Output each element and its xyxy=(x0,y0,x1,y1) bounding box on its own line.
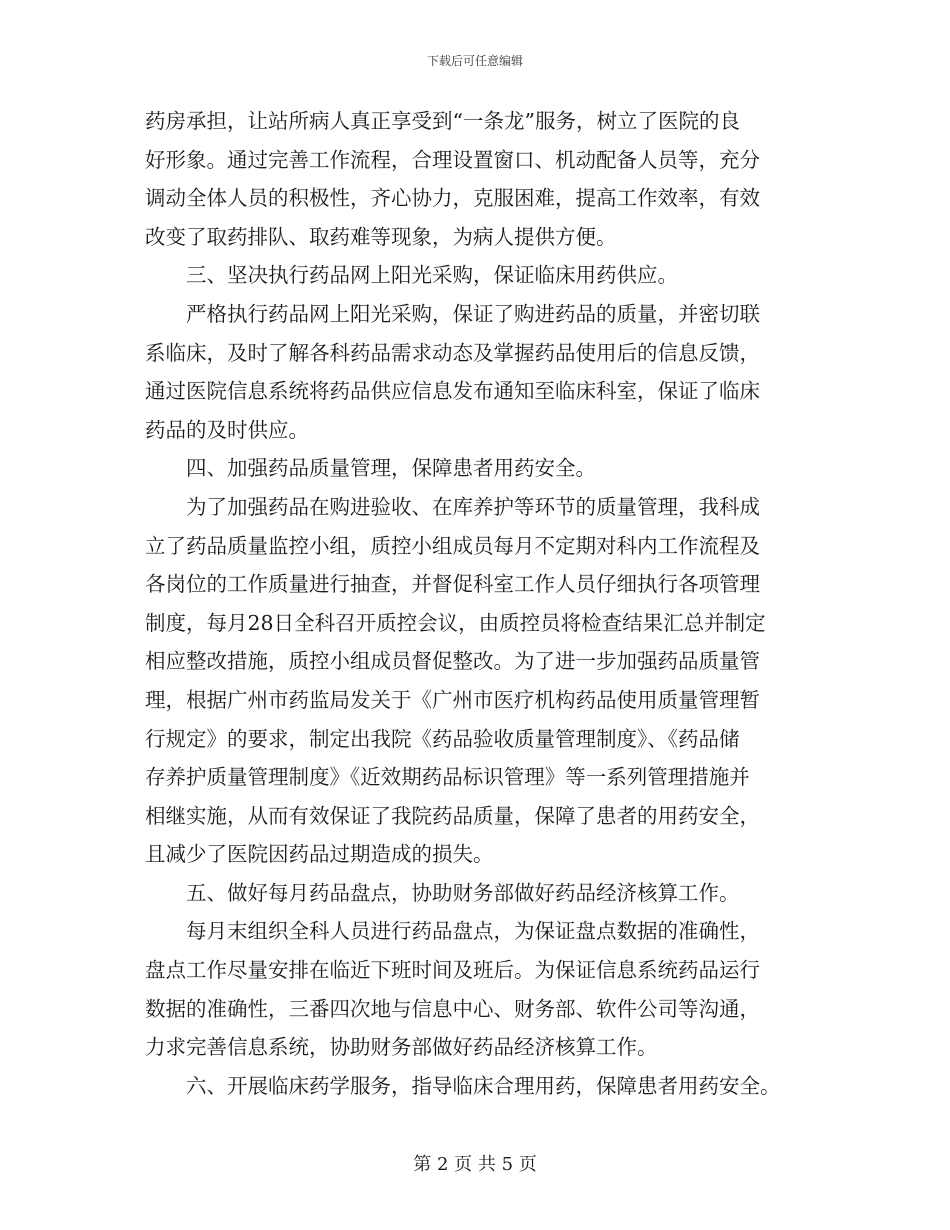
document-body xyxy=(145,102,815,1105)
text-line: 系临床，及时了解各科药品需求动态及掌握药品使用后的信息反馈， xyxy=(145,340,760,365)
text-line: 理，根据广州市药监局发关于《广州市医疗机构药品使用质量管理暂 xyxy=(145,687,760,712)
text-line: 行规定》的要求，制定出我院《药品验收质量管理制度》、《药品储 xyxy=(145,726,740,751)
text-line: 各岗位的工作质量进行抽查，并督促科室工作人员仔细执行各项管理 xyxy=(145,572,760,597)
section-heading-4: 四、加强药品质量管理，保障患者用药安全。 xyxy=(145,456,596,481)
text-line: 存养护质量管理制度》《近效期药品标识管理》等一系列管理措施并 xyxy=(145,765,750,790)
text-line: 数据的准确性，三番四次地与信息中心、财务部、软件公司等沟通， xyxy=(145,996,760,1021)
text-line: 相应整改措施，质控小组成员督促整改。为了进一步加强药品质量管 xyxy=(145,649,760,674)
text-line: 且减少了医院因药品过期造成的损失。 xyxy=(145,842,494,867)
text-line: 立了药品质量监控小组，质控小组成员每月不定期对科内工作流程及 xyxy=(145,533,760,558)
section-heading-3: 三、坚决执行药品网上阳光采购，保证临床用药供应。 xyxy=(145,263,678,288)
text-line: 好形象。通过完善工作流程，合理设置窗口、机动配备人员等，充分 xyxy=(145,147,760,172)
text-line: 药房承担，让站所病人真正享受到“一条龙”服务，树立了医院的良 xyxy=(145,109,740,133)
text-line: 每月末组织全科人员进行药品盘点，为保证盘点数据的准确性， xyxy=(145,919,760,944)
text-line: 盘点工作尽量安排在临近下班时间及班后。为保证信息系统药品运行 xyxy=(145,958,760,983)
page-number: 第 2 页 共 5 页 xyxy=(413,1154,537,1175)
text-line: 为了加强药品在购进验收、在库养护等环节的质量管理，我科成 xyxy=(145,494,760,519)
text-line: 制度，每月28日全科召开质控会议，由质控员将检查结果汇总并制定 xyxy=(145,610,766,635)
text-line: 改变了取药排队、取药难等现象，为病人提供方便。 xyxy=(145,224,617,249)
text-line: 相继实施，从而有效保证了我院药品质量，保障了患者的用药安全， xyxy=(145,803,760,828)
text-line: 药品的及时供应。 xyxy=(145,417,309,442)
section-heading-5: 五、做好每月药品盘点，协助财务部做好药品经济核算工作。 xyxy=(145,880,740,905)
text-line: 力求完善信息系统，协助财务部做好药品经济核算工作。 xyxy=(145,1035,658,1060)
text-line: 通过医院信息系统将药品供应信息发布通知至临床科室，保证了临床 xyxy=(145,379,760,404)
text-line: 严格执行药品网上阳光采购，保证了购进药品的质量，并密切联 xyxy=(145,301,760,326)
page-header: 下载后可任意编辑 xyxy=(426,54,523,68)
text-line: 调动全体人员的积极性，齐心协力，克服困难，提高工作效率，有效 xyxy=(145,186,760,211)
section-heading-6: 六、开展临床药学服务，指导临床合理用药，保障患者用药安全。 xyxy=(145,1073,781,1098)
